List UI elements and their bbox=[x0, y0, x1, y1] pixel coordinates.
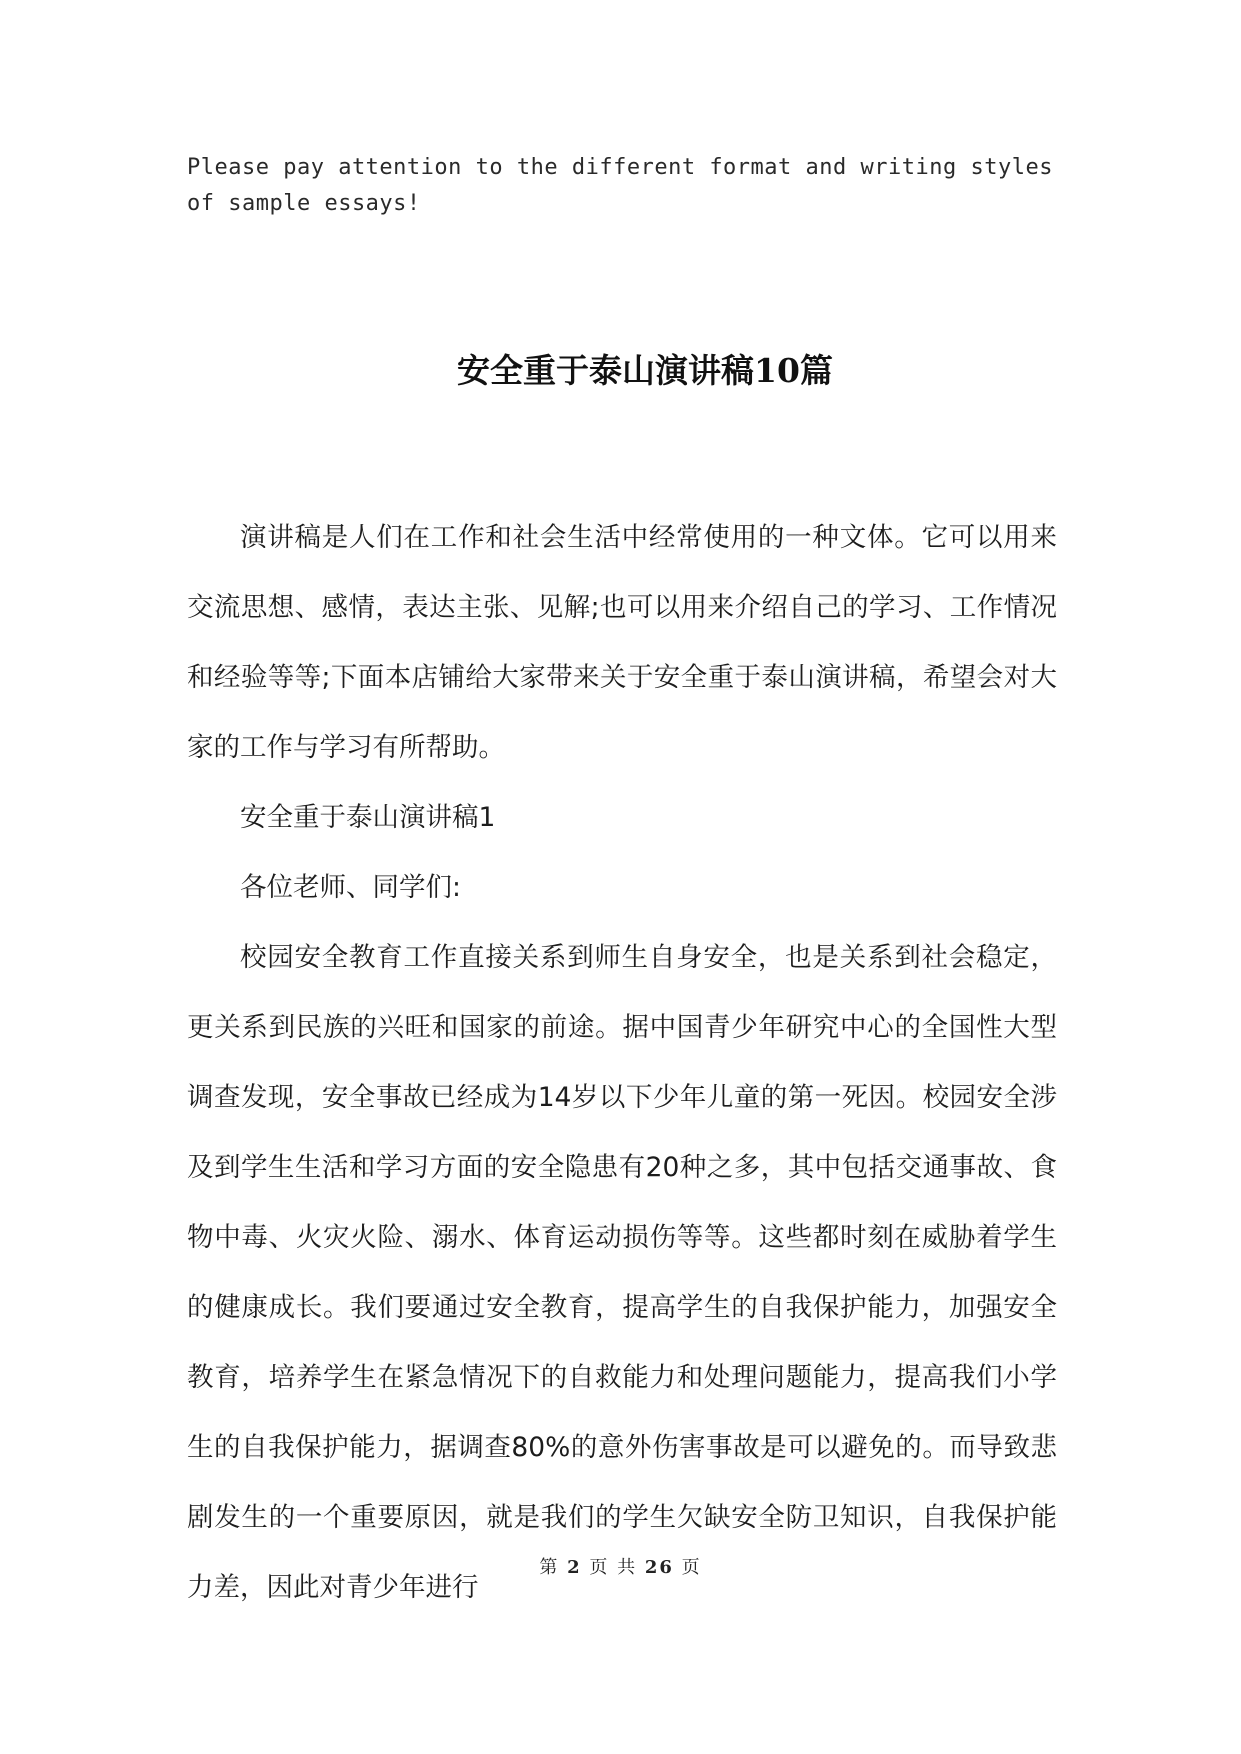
salutation: 各位老师、同学们: bbox=[240, 872, 461, 903]
document-title: 安全重于泰山演讲稿10篇 bbox=[457, 351, 833, 390]
body-paragraph: 校园安全教育工作直接关系到师生自身安全，也是关系到社会稳定，更关系到民族的兴旺和国家的前途。据中国青少年研究中心的全国性大型调查发现，安全事故已经成为14岁以下少年儿童的第一死因。校园安全涉及到学生生活和学习方面的安全隐患有20种之多，其中包括交通事故、食物中毒、火灾火险、溺水、体育运动损伤等等。这些都时刻在威胁着学生的健康成长。我们要通过安全教育，提高学生的自我保护能力，加强安全教育，培养学生在紧急情况下的自救能力和处理问题能力，提高我们小学生的自我保护能力，据调查80%的意外伤害事故是可以避免的。而导致悲剧发生的一个重要原因，就是我们的学生欠缺安全防卫知识，自我保护能力差，因此对青少年进行 bbox=[187, 942, 1057, 1603]
footer-middle: 页 共 bbox=[589, 1557, 638, 1578]
format-notice: Please pay attention to the different format and writing styles of sample essays! bbox=[187, 155, 1053, 216]
page-footer bbox=[0, 1553, 1241, 1579]
section-heading: 安全重于泰山演讲稿1 bbox=[240, 802, 496, 833]
footer-suffix: 页 bbox=[681, 1557, 702, 1578]
footer-prefix: 第 bbox=[539, 1557, 560, 1578]
current-page-number: 2 bbox=[567, 1557, 582, 1578]
intro-paragraph: 演讲稿是人们在工作和社会生活中经常使用的一种文体。它可以用来交流思想、感情，表达主张、见解;也可以用来介绍自己的学习、工作情况和经验等等;下面本店铺给大家带来关于安全重于泰山演讲稿，希望会对大家的工作与学习有所帮助。 bbox=[187, 522, 1057, 763]
total-page-count: 26 bbox=[644, 1557, 674, 1578]
document-body bbox=[187, 503, 1057, 1623]
